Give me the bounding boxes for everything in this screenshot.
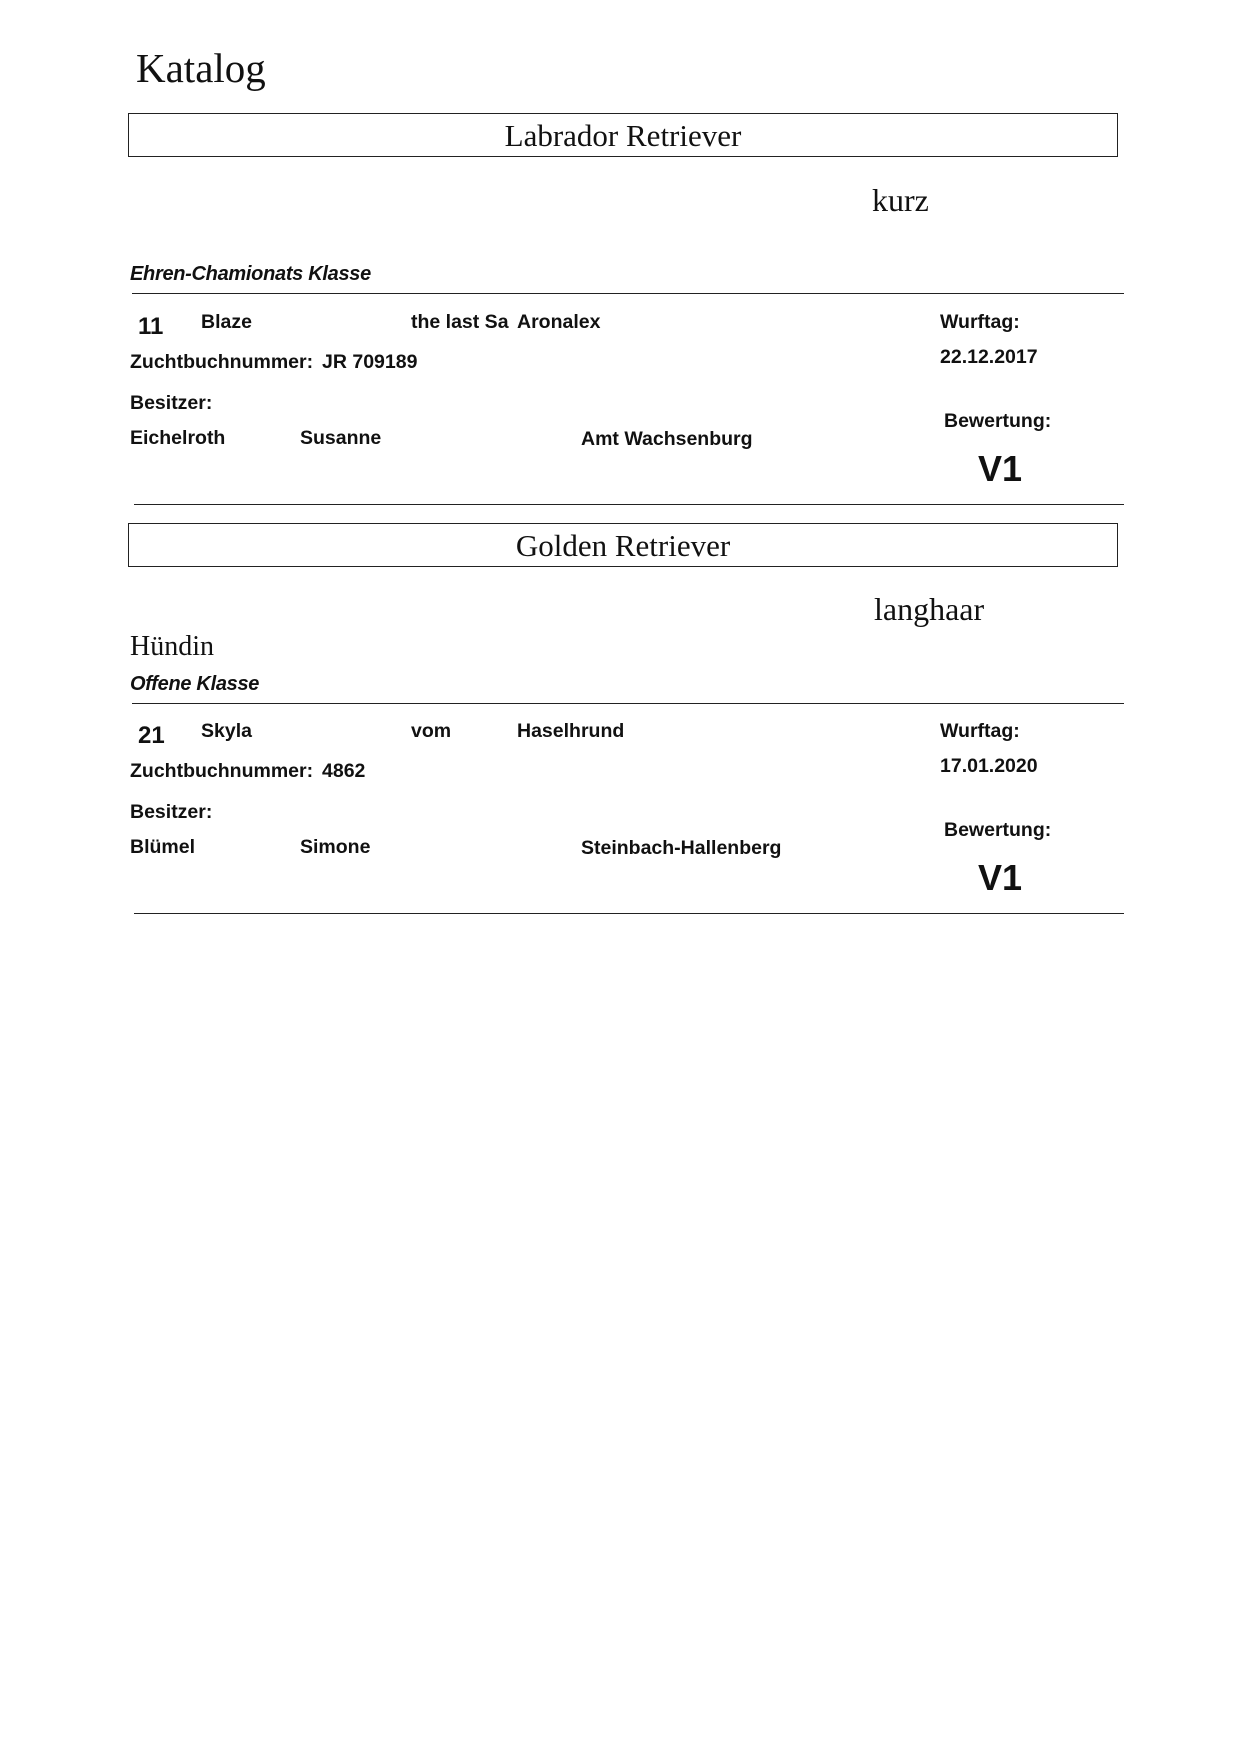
breed-name: Golden Retriever (515, 528, 731, 563)
breed-header-box (128, 113, 1118, 157)
divider (132, 293, 1124, 294)
owner-last-name: Eichelroth (130, 427, 226, 449)
class-label: Ehren-Chamionats Klasse (130, 263, 371, 285)
owner-label: Besitzer: (130, 392, 213, 414)
divider (134, 504, 1124, 505)
catalog-number: 11 (138, 313, 164, 340)
divider (132, 703, 1124, 704)
dog-name: Blaze (201, 311, 252, 333)
breed-header-box (128, 523, 1118, 567)
birth-date: 22.12.2017 (940, 346, 1038, 368)
coat-type: langhaar (874, 591, 985, 627)
kennel-prefix: the last Sa (411, 311, 509, 333)
owner-last-name: Blümel (130, 836, 196, 858)
owner-first-name: Susanne (300, 427, 382, 449)
birth-date-label: Wurftag: (940, 311, 1020, 333)
kennel-name: Aronalex (517, 311, 601, 333)
rating-value: V1 (978, 857, 1023, 898)
studbook-number: JR 709189 (322, 351, 418, 373)
owner-city: Steinbach-Hallenberg (581, 837, 782, 859)
rating-label: Bewertung: (944, 819, 1052, 841)
class-label: Offene Klasse (130, 673, 260, 695)
rating-value: V1 (978, 448, 1023, 489)
rating-label: Bewertung: (944, 410, 1052, 432)
birth-date-label: Wurftag: (940, 720, 1020, 742)
dog-name: Skyla (201, 720, 252, 742)
owner-first-name: Simone (300, 836, 371, 858)
studbook-label: Zuchtbuchnummer: (130, 351, 314, 373)
catalog-number: 21 (138, 722, 165, 749)
studbook-label: Zuchtbuchnummer: (130, 760, 314, 782)
owner-label: Besitzer: (130, 801, 213, 823)
kennel-prefix: vom (411, 720, 452, 742)
page-title: Katalog (136, 45, 266, 91)
breed-name: Labrador Retriever (504, 118, 742, 153)
kennel-name: Haselhrund (517, 720, 625, 742)
divider (134, 913, 1124, 914)
gender: Hündin (130, 631, 214, 662)
owner-city: Amt Wachsenburg (581, 428, 753, 450)
coat-type: kurz (872, 182, 929, 218)
studbook-number: 4862 (322, 760, 366, 782)
birth-date: 17.01.2020 (940, 755, 1038, 777)
